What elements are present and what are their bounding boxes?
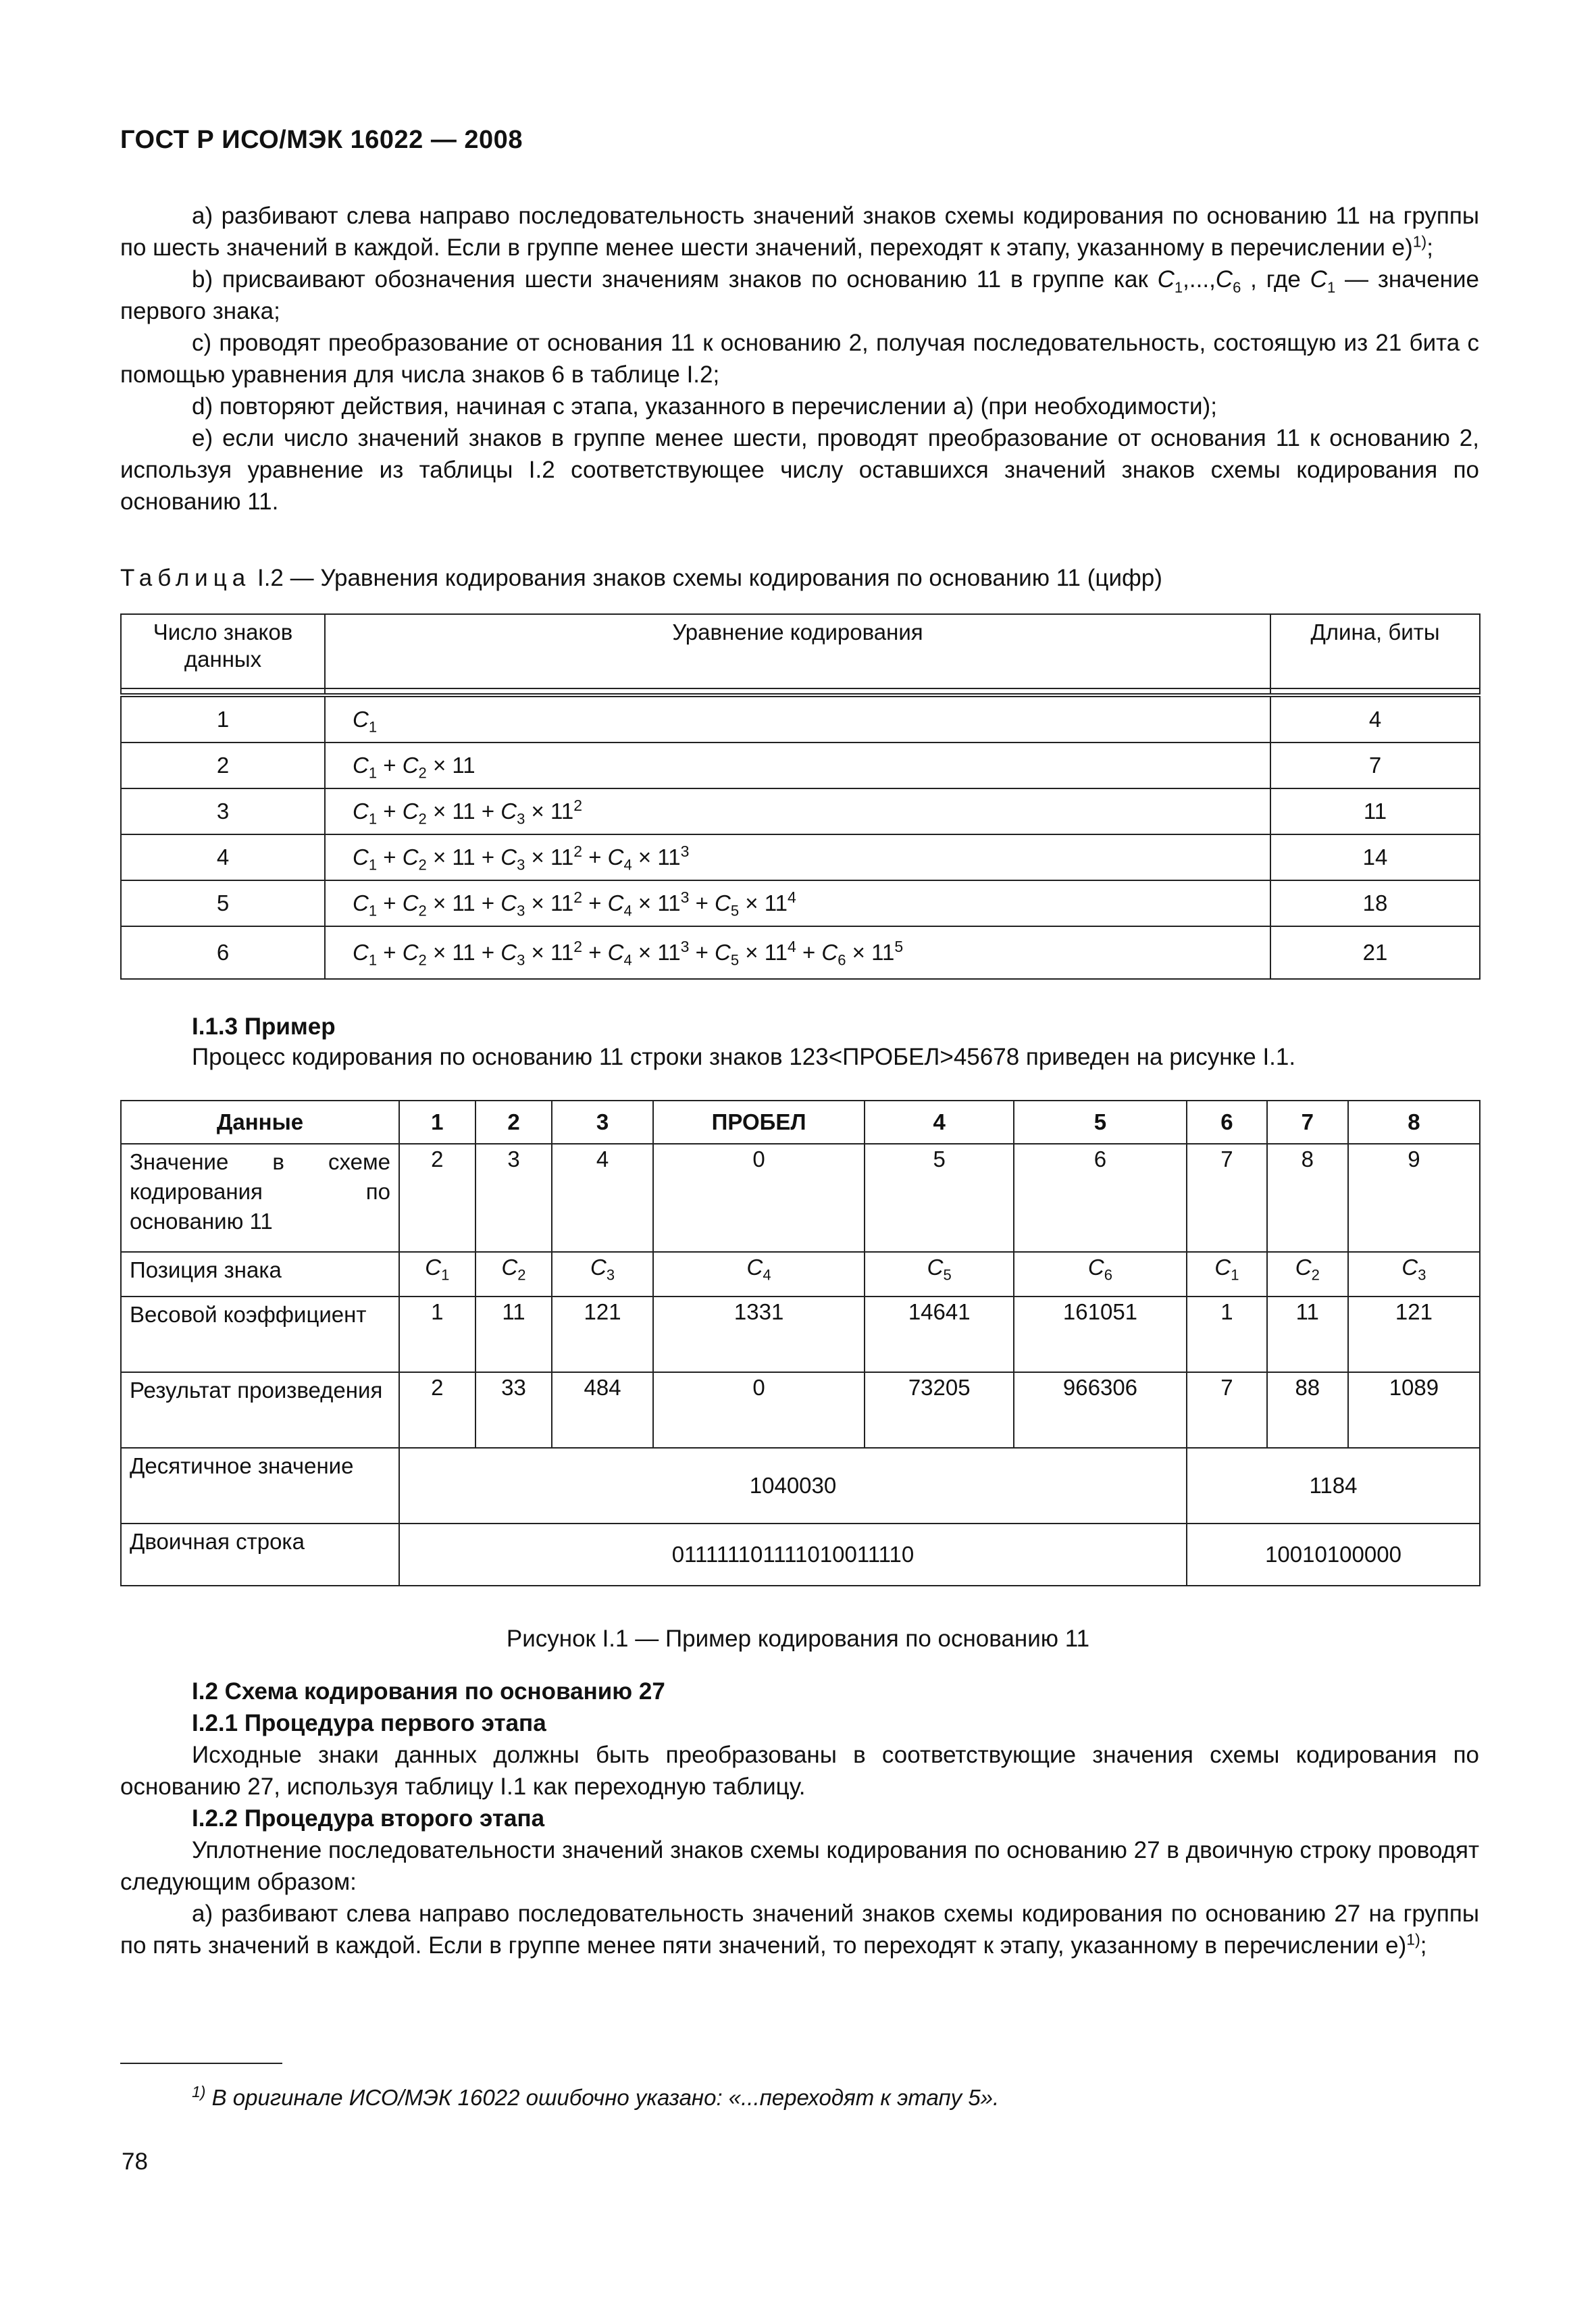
document-header: ГОСТ Р ИСО/МЭК 16022 — 2008 <box>120 126 523 154</box>
footnote-divider <box>120 2063 282 2064</box>
table-row: Двоичная строка 011111101111010011110 10010100000 <box>121 1524 1480 1586</box>
item-a: а) разбивают слева направо последовательность значений знаков схемы кодирования по основанию 11 на группы по шесть значений в каждой. Если в группе менее шести значений, переходят к этапу, указанному в перечислении е)$^{1)}$; <box>120 203 1479 261</box>
table-row: Десятичное значение 1040030 1184 <box>121 1448 1480 1524</box>
page-number: 78 <box>122 2148 148 2175</box>
item-b: b) присваивают обозначения шести значениям знаков по основанию 11 в группе как $C_1,...,C_6$ , где $C_1$ — значение первого знака; <box>120 266 1480 324</box>
paragraph: Уплотнение последовательности значений знаков схемы кодирования по основанию 27 в двоичную строку проводят следующим образом: <box>120 1837 1479 1895</box>
item-d: d) повторяют действия, начиная с этапа, указанного в перечислении а) (при необходимости); <box>192 393 1217 420</box>
table-row: 4 $C_1 + C_2 \times 11 + C_3 \times 11^2 + C_4 \times 11^3$ 14 <box>121 834 1480 880</box>
column-header: Длина, биты <box>1270 614 1480 688</box>
table-row: Данные 1 2 3 ПРОБЕЛ 4 5 6 7 8 <box>121 1101 1480 1144</box>
table-row: 2 $C_1 + C_2 \times 11$ 7 <box>121 743 1480 788</box>
table-row: 3 $C_1 + C_2 \times 11 + C_3 \times 11^2$ 11 <box>121 788 1480 834</box>
intro-list <box>120 200 1479 518</box>
column-header: Уравнение кодирования <box>325 614 1270 688</box>
footnote: $^{1)}$ В оригинале ИСО/МЭК 16022 ошибочно указано: «...переходят к этапу 5». <box>192 2083 1000 2110</box>
subsection-heading: I.2.1 Процедура первого этапа <box>192 1710 546 1736</box>
paragraph: Исходные знаки данных должны быть преобразованы в соответствующие значения схемы кодирования по основанию 27, используя таблицу I.1 как переходную таблицу. <box>120 1742 1479 1800</box>
column-header: Число знаков данных <box>121 614 325 688</box>
item-e: е) если число значений знаков в группе менее шести, проводят преобразование от основания 11 к основанию 2, используя уравнение из таблицы I.2 соответствующее числу оставшихся значений знаков схемы кодирования по основанию 11. <box>120 425 1479 515</box>
example-text: Процесс кодирования по основанию 11 строки знаков 123<ПРОБЕЛ>45678 приведен на рисунке I.1. <box>192 1044 1296 1070</box>
subsection-heading: I.2.2 Процедура второго этапа <box>192 1805 545 1832</box>
example-figure-table <box>120 1100 1481 1586</box>
example-heading: I.1.3 Пример <box>192 1013 336 1040</box>
table-row: Результат произведения 2 33 484 0 73205 966306 7 88 1089 <box>121 1372 1480 1448</box>
encoding-equations-table <box>120 613 1481 980</box>
table-row: Весовой коэффициент 1 11 121 1331 14641 161051 1 11 121 <box>121 1297 1480 1372</box>
table-row: 5 $C_1 + C_2 \times 11 + C_3 \times 11^2 + C_4 \times 11^3 + C_5 \times 11^4$ 18 <box>121 880 1480 926</box>
table-row: 1 $C_1$ 4 <box>121 695 1480 743</box>
item-c: с) проводят преобразование от основания 11 к основанию 2, получая последовательность, состоящую из 21 бита с помощью уравнения для числа знаков 6 в таблице I.2; <box>120 330 1479 388</box>
paragraph: а) разбивают слева направо последовательность значений знаков схемы кодирования по основанию 27 на группы по пять значений в каждой. Если в группе менее пяти значений, то переходят к этапу, указанному в перечислении е)$^{1)}$; <box>120 1901 1479 1959</box>
table-caption: Таблица I.2 — Уравнения кодирования знаков схемы кодирования по основанию 11 (цифр) <box>120 565 1162 591</box>
section-heading: I.2 Схема кодирования по основанию 27 <box>192 1678 665 1705</box>
table-row: Позиция знака $C_1$ $C_2$ $C_3$ $C_4$ $C_5$ $C_6$ $C_1$ $C_2$ $C_3$ <box>121 1252 1480 1297</box>
table-row: Значение в схеме кодирования по основанию 11 2 3 4 0 5 6 7 8 9 <box>121 1144 1480 1252</box>
figure-caption: Рисунок I.1 — Пример кодирования по основанию 11 <box>506 1626 1090 1652</box>
section-base27 <box>120 1676 1479 1961</box>
table-row: 6 $C_1 + C_2 \times 11 + C_3 \times 11^2 + C_4 \times 11^3 + C_5 \times 11^4 + C_6 \times 11^5$ 21 <box>121 926 1480 979</box>
